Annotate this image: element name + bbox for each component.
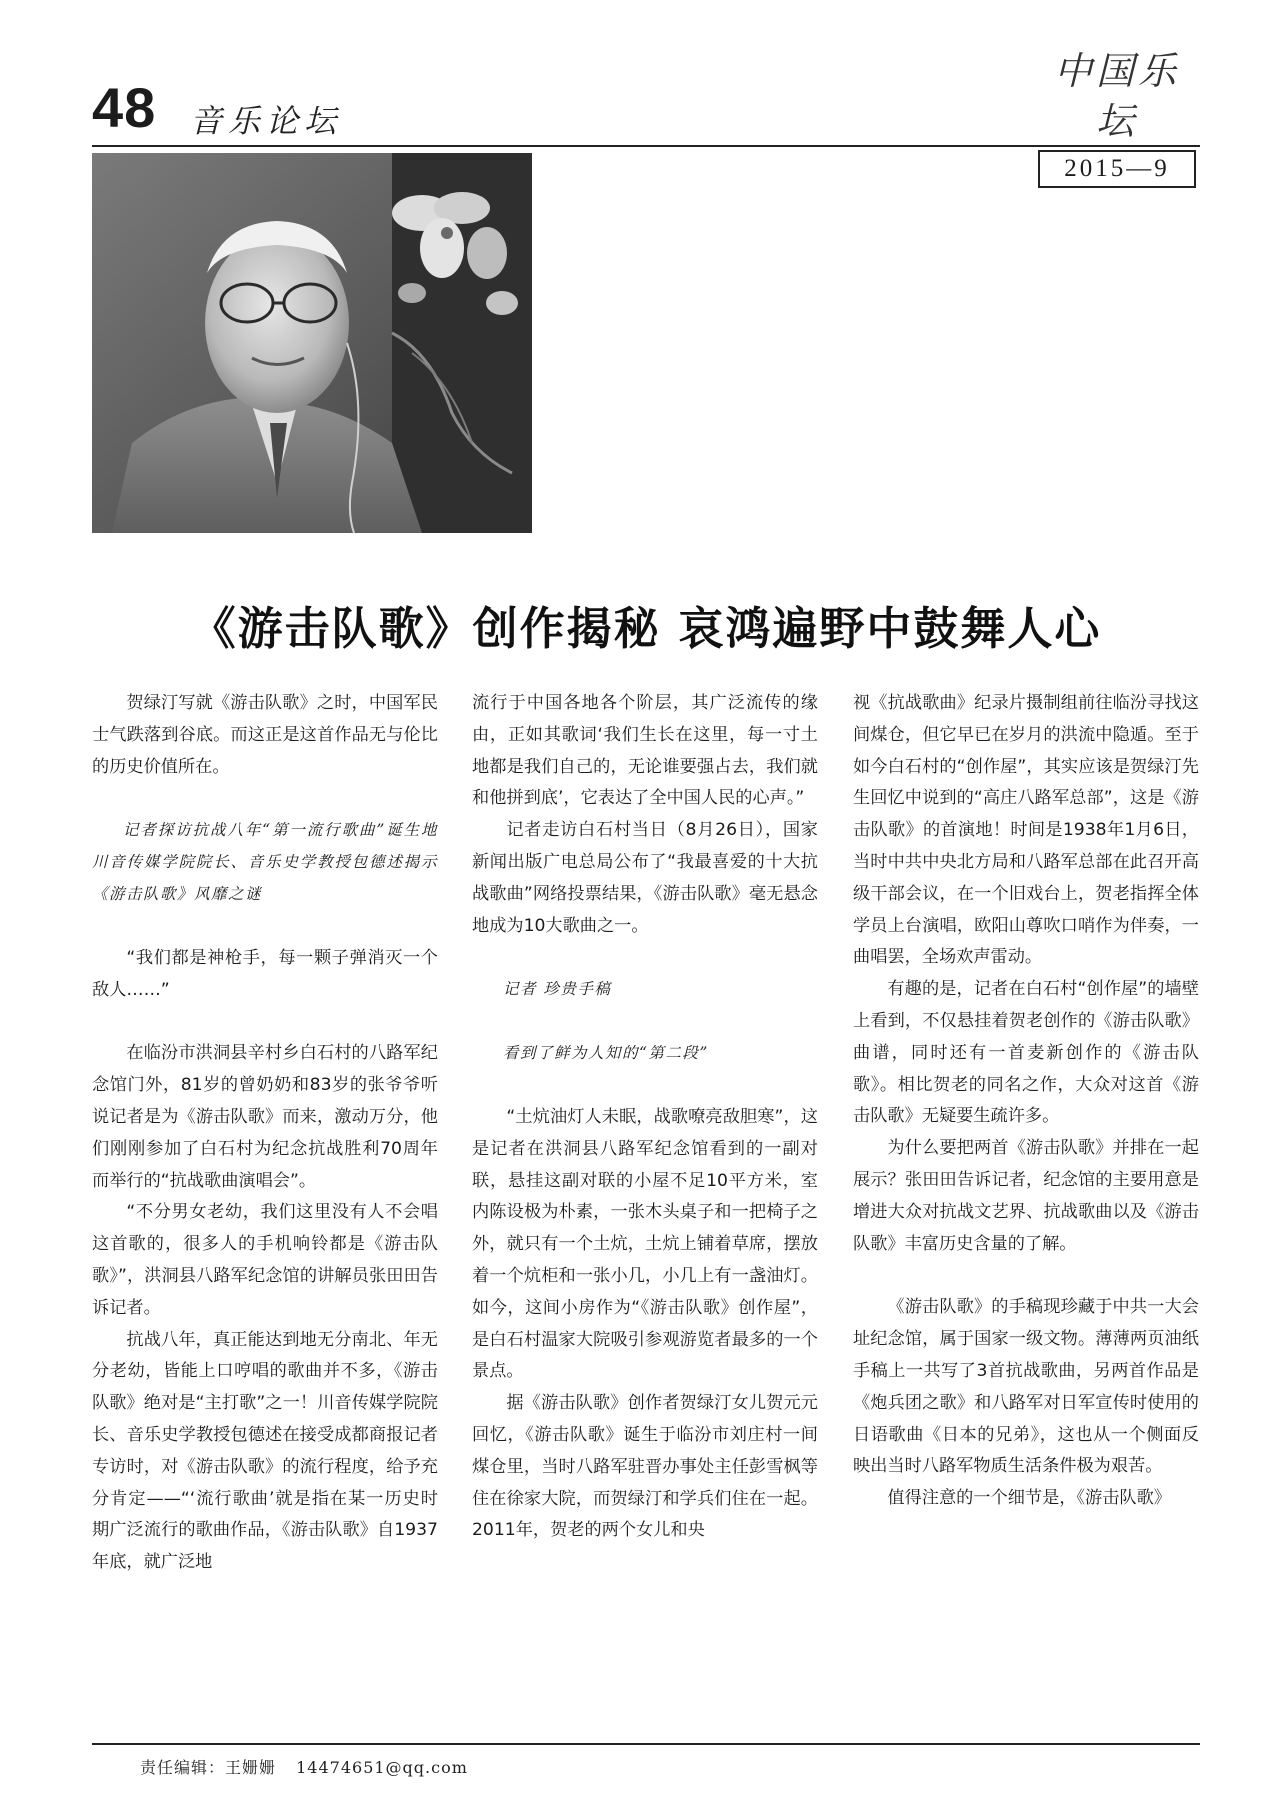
body-paragraph: 在临汾市洪洞县辛村乡白石村的八路军纪念馆门外，81岁的曾奶奶和83岁的张爷爷听说记者是为《游击队歌》而来，激动万分，他们刚刚参加了白石村为纪念抗战胜利70周年而举行的“抗战歌曲演唱会”。 <box>92 1043 438 1191</box>
body-paragraph: 贺绿汀写就《游击队歌》之时，中国军民士气跌落到谷底。而这正是这首作品无与伦比的历史价值所在。 <box>92 693 438 777</box>
portrait-photo <box>92 153 532 533</box>
paragraph-gap <box>92 911 438 943</box>
column-2 <box>472 688 818 1547</box>
body-paragraph: 流行于中国各地各个阶层，其广泛流传的缘由，正如其歌词‘我们生长在这里，每一寸土地都是我们自己的，无论谁要强占去，我们就和他拼到底’，它表达了全中国人民的心声。” <box>472 693 818 809</box>
issue-number: 2015—9 <box>1038 150 1196 188</box>
body-paragraph: 视《抗战歌曲》纪录片摄制组前往临汾寻找这间煤仓，但它早已在岁月的洪流中隐遁。至于如今白石村的“创作屋”，其实应该是贺绿汀先生回忆中说到的“高庄八路军总部”，这是《游击队歌》的首演地！时间是1938年1月6日，当时中共中央北方局和八路军总部在此召开高级干部会议，在一个旧戏台上，贺老指挥全体学员上台演唱，欧阳山尊吹口哨作为伴奏，一曲唱罢，全场欢声雷动。 <box>853 693 1199 968</box>
body-paragraph: 记者走访白石村当日（8月26日），国家新闻出版广电总局公布了“我最喜爱的十大抗战歌曲”网络投票结果，《游击队歌》毫无悬念地成为10大歌曲之一。 <box>472 820 818 936</box>
body-paragraph: 抗战八年，真正能达到地无分南北、年无分老幼，皆能上口哼唱的歌曲并不多，《游击队歌》绝对是“主打歌”之一！川音传媒学院院长、音乐史学教授包德述在接受成都商报记者专访时，对《游击队歌》的流行程度，给予充分肯定——“‘流行歌曲’就是指在某一历史时期广泛流行的歌曲作品，《游击队歌》自1937年底，就广泛地 <box>92 1329 438 1573</box>
page-number: 48 <box>92 76 157 139</box>
editor-credit: 责任编辑：王姗姗 <box>140 1758 277 1777</box>
body-paragraph: “不分男女老幼，我们这里没有人不会唱这首歌的，很多人的手机响铃都是《游击队歌》”，洪洞县八路军纪念馆的讲解员张田田告诉记者。 <box>92 1202 438 1318</box>
masthead-name: 中国乐坛 <box>1053 49 1180 143</box>
body-paragraph: 《游击队歌》的手稿现珍藏于中共一大会址纪念馆，属于国家一级文物。薄薄两页油纸手稿上一共写了3首抗战歌曲，另两首作品是《炮兵团之歌》和八路军对日军宣传时使用的日语歌曲《日本的兄弟》，这也从一个侧面反映出当时八路军物质生活条件极为艰苦。 <box>853 1297 1199 1477</box>
paragraph-gap <box>92 1006 438 1038</box>
masthead <box>1038 46 1196 188</box>
body-paragraph: “土炕油灯人未眠，战歌嘹亮敌胆寒”，这是记者在洪洞县八路军纪念馆看到的一副对联，悬挂这副对联的小屋不足10平方米，室内陈设极为朴素，一张木头桌子和一把椅子之外，就只有一个土炕，土炕上铺着草席，摆放着一个炕柜和一张小几，小几上有一盏油灯。如今，这间小房作为“《游击队歌》创作屋”，是白石村温家大院吸引参观游览者最多的一个景点。 <box>472 1106 818 1382</box>
column-1 <box>92 688 438 1579</box>
editor-email: 14474651@qq.com <box>296 1758 468 1777</box>
body-paragraph: “我们都是神枪手，每一颗子弹消灭一个敌人……” <box>92 947 438 1000</box>
section-subhead: 看到了鲜为人知的“第二段” <box>503 1044 709 1063</box>
section-subhead: 记者 珍贵手稿 <box>503 980 612 999</box>
paragraph-gap <box>92 783 438 815</box>
article-headline: 《游击队歌》创作揭秘 哀鸿遍野中鼓舞人心 <box>190 602 1102 655</box>
paragraph-gap <box>472 942 818 974</box>
paragraph-gap <box>472 1006 818 1038</box>
body-paragraph: 为什么要把两首《游击队歌》并排在一起展示？张田田告诉记者，纪念馆的主要用意是增进大众对抗战文艺界、抗战歌曲以及《游击队歌》丰富历史含量的了解。 <box>853 1138 1199 1254</box>
header-rule <box>92 145 1200 147</box>
article-subtitle: 记者探访抗战八年“第一流行歌曲”诞生地川音传媒学院院长、音乐史学教授包德述揭示《游击队歌》风靡之谜 <box>92 821 438 903</box>
body-paragraph: 有趣的是，记者在白石村“创作屋”的墙壁上看到，不仅悬挂着贺老创作的《游击队歌》曲谱，同时还有一首麦新创作的《游击队歌》。相比贺老的同名之作，大众对这首《游击队歌》无疑要生疏许多。 <box>853 979 1199 1127</box>
footer-rule <box>92 1743 1200 1745</box>
column-3 <box>853 688 1199 1515</box>
paragraph-gap <box>472 1070 818 1102</box>
paragraph-gap <box>853 1260 1199 1292</box>
face <box>205 233 349 413</box>
footer <box>140 1755 482 1778</box>
section-title: 音乐论坛 <box>190 102 343 140</box>
body-paragraph: 值得注意的一个细节是，《游击队歌》 <box>887 1488 1171 1509</box>
body-paragraph: 据《游击队歌》创作者贺绿汀女儿贺元元回忆，《游击队歌》诞生于临汾市刘庄村一间煤仓里，当时八路军驻晋办事处主任彭雪枫等住在徐家大院，而贺绿汀和学兵们住在一起。2011年，贺老的两个女儿和央 <box>472 1393 818 1541</box>
